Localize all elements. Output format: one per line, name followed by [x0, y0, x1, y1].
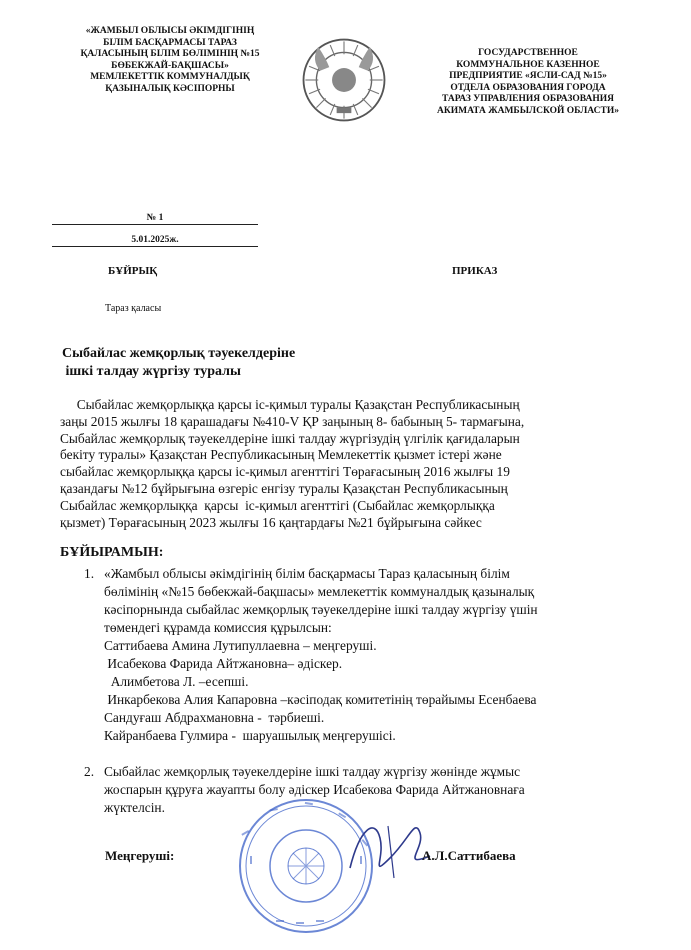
title-kz: БҰЙРЫҚ: [108, 265, 158, 277]
decree-word: БҰЙЫРАМЫН:: [60, 545, 164, 560]
document-number: № 1: [52, 212, 258, 225]
list-item: 1. «Жамбыл облысы әкімдігінің білім басқармасы Тараз қаласының білім бөлімінің «№15 бөбекжай-бақшасы» мемлекеттік коммуналдық қазыналық кәсіпорнында сыбайлас жемқорлық тәуекелдеріне ішкі талдау жүргізу үшін төмендегі құрамда комиссия құрылсын: Саттибаева Амина Лутипуллаевна – меңгеруші. Исабекова Фарида Айтжановна– әдіскер. Алимбетова Л. –есепші. Инкарбекова Алия Капаровна –кәсіподақ комитетінің төрайымы Есенбаева Сандуғаш Абдрахмановна - тәрбиеші. Кайранбаева Гулмира - шаруашылық меңгерушісі.: [84, 566, 538, 743]
document-date: 5.01.2025ж.: [52, 234, 258, 247]
state-emblem-icon: [298, 34, 390, 126]
preamble: Сыбайлас жемқорлыққа қарсы іс-қимыл туралы Қазақстан Республикасының заңы 2015 жылғы 18 қарашадағы №410-V ҚР заңының 8- бабының 5- тармағына, Сыбайлас жемқорлық тәуекелдеріне ішкі талдау жүргізудің үлгілік қағидаларын бекіту туралы» Қазақстан Республикасының Мемлекеттік қызмет істері және сыбайлас жемқорлыққа қарсы іс-қимыл агенттігі Төрағасының 2016 жылғы 19 қазандағы №12 бұйрығына өзгеріс енгізу туралы Қазақстан Республикасының Сыбайлас жемқорлыққа қарсы іс-қимыл агенттігі (Сыбайлас жемқорлыққа қызмет) Төрағасының 2023 жылғы 16 қаңтардағы №21 бұйрығына сәйкес: [60, 397, 525, 530]
signatory-name: А.Л.Саттибаева: [422, 848, 516, 863]
list-item: 2. Сыбайлас жемқорлық тәуекелдеріне ішкі талдау жүргізу жөнінде жұмыс жоспарын құруға жауапты болу әдіскер Исабекова Фарида Айтжановнаға жүктелсін.: [84, 764, 525, 815]
city: Тараз қаласы: [105, 303, 162, 314]
org-name-ru: ГОСУДАРСТВЕННОЕ КОММУНАЛЬНОЕ КАЗЕННОЕ ПРЕДПРИЯТИЕ «ЯСЛИ-САД №15» ОТДЕЛА ОБРАЗОВАНИЯ ГОРОДА ТАРАЗ УПРАВЛЕНИЯ ОБРАЗОВАНИЯ АКИМАТА ЖАМБЫЛСКОЙ ОБЛАСТИ»: [436, 48, 620, 116]
org-name-kz: «ЖАМБЫЛ ОБЛЫСЫ ӘКІМДІГІНІҢ БІЛІМ БАСҚАРМАСЫ ТАРАЗ ҚАЛАСЫНЫҢ БІЛІМ БӨЛІМІНІҢ №15 БӨБЕКЖАЙ-БАҚШАСЫ» МЕМЛЕКЕТТІК КОММУНАЛДЫҚ ҚАЗЫНАЛЫҚ КӘСІПОРНЫ: [80, 26, 260, 94]
signatory-position: Меңгеруші:: [105, 848, 175, 863]
subject-heading: Сыбайлас жемқорлық тәуекелдеріне ішкі талдау жүргізу туралы: [62, 346, 296, 379]
title-ru: ПРИКАЗ: [452, 265, 498, 277]
